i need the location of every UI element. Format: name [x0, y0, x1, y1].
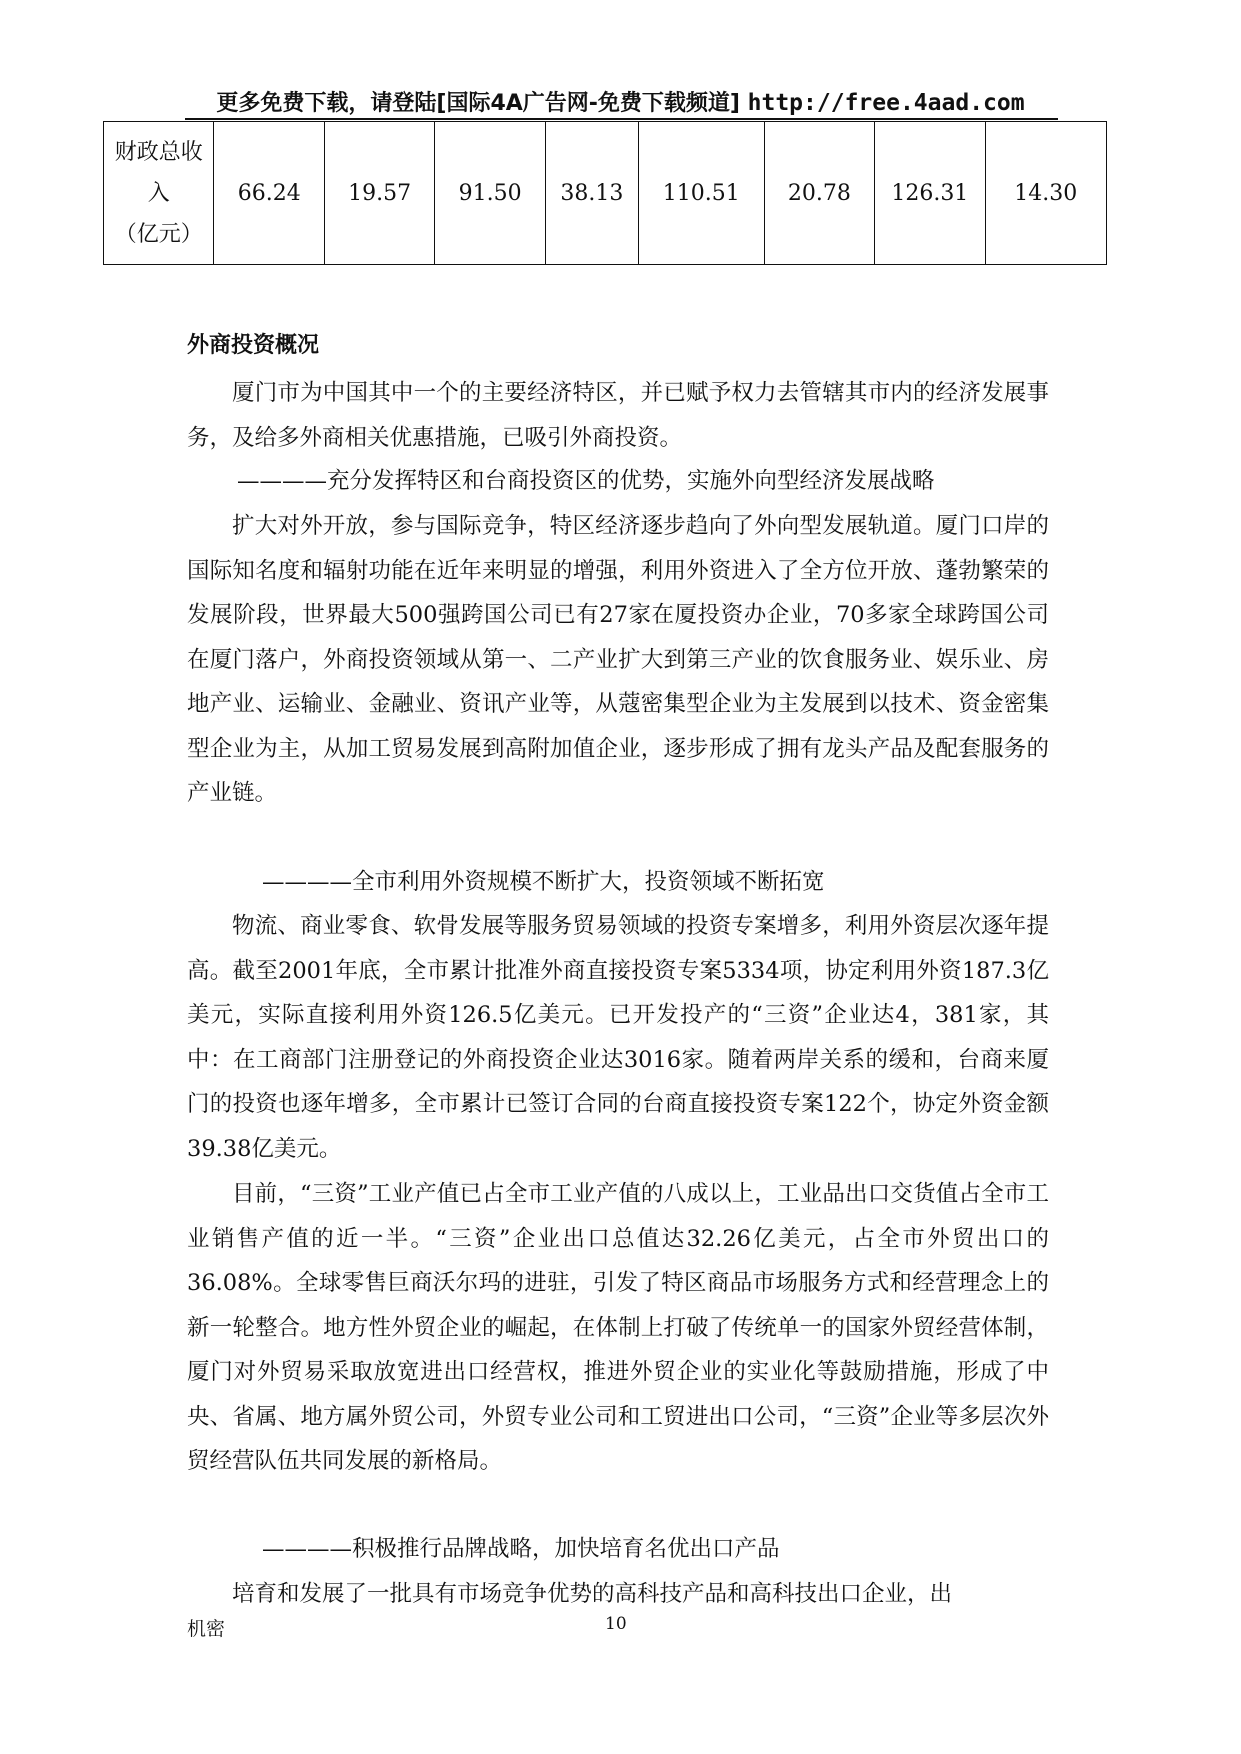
value-cell: 126.31 [875, 122, 985, 265]
header-text: 更多免费下载，请登陆[国际4A广告网-免费下载频道] [216, 91, 740, 116]
row-label-line: 入 [147, 180, 170, 206]
header-divider [185, 118, 1058, 120]
fiscal-revenue-table [103, 121, 1107, 265]
paragraph-4: 培育和发展了一批具有市场竞争优势的高科技产品和高科技出口企业，出 [232, 1581, 953, 1607]
page-number: 10 [605, 1614, 627, 1634]
value-cell: 38.13 [545, 122, 638, 265]
value-cell: 91.50 [435, 122, 545, 265]
footer-confidential: 机密 [187, 1618, 226, 1640]
subheading-3: ————积极推行品牌战略，加快培育名优出口产品 [262, 1536, 780, 1562]
row-label-line: （亿元） [114, 221, 203, 247]
paragraph-2: 物流、商业零食、软骨发展等服务贸易领域的投资专案增多，利用外资层次逐年提高。截至2001年底，全市累计批准外商直接投资专案5334项，协定利用外资187.3亿美元，实际直接利用外资126.5亿美元。已开发投产的“三资”企业达4，381家，其中：在工商部门注册登记的外商投资企业达3016家。随着两岸关系的缓和，台商来厦门的投资也逐年增多，全市累计已签订合同的台商直接投资专案122个，协定外资金额39.38亿美元。 [187, 913, 1049, 1162]
value-cell: 20.78 [764, 122, 874, 265]
subheading-2: ————全市利用外资规模不断扩大，投资领域不断拓宽 [262, 869, 825, 895]
page-header [0, 86, 1241, 117]
intro-paragraph: 厦门市为中国其中一个的主要经济特区，并已赋予权力去管辖其市内的经济发展事务，及给多外商相关优惠措施，已吸引外商投资。 [187, 380, 1049, 451]
value-cell: 66.24 [214, 122, 324, 265]
section-title: 外商投资概况 [187, 333, 320, 358]
table-row [104, 122, 1107, 265]
subheading-1: ————充分发挥特区和台商投资区的优势，实施外向型经济发展战略 [237, 468, 935, 494]
paragraph-1: 扩大对外开放，参与国际竞争，特区经济逐步趋向了外向型发展轨道。厦门口岸的国际知名度和辐射功能在近年来明显的增强，利用外资进入了全方位开放、蓬勃繁荣的发展阶段，世界最大500强跨国公司已有27家在厦投资办企业，70多家全球跨国公司在厦门落户，外商投资领域从第一、二产业扩大到第三产业的饮食服务业、娱乐业、房地产业、运输业、金融业、资讯产业等，从蔻密集型企业为主发展到以技术、资金密集型企业为主，从加工贸易发展到高附加值企业，逐步形成了拥有龙头产品及配套服务的产业链。 [187, 513, 1049, 806]
row-label-cell [104, 122, 214, 265]
row-label-line: 财政总收 [114, 139, 203, 165]
value-cell: 14.30 [985, 122, 1106, 265]
value-cell: 110.51 [638, 122, 764, 265]
header-url[interactable]: http://free.4aad.com [747, 90, 1025, 116]
value-cell: 19.57 [324, 122, 434, 265]
paragraph-3: 目前，“三资”工业产值已占全市工业产值的八成以上，工业品出口交货值占全市工业销售产值的近一半。“三资”企业出口总值达32.26亿美元，占全市外贸出口的36.08%。全球零售巨商沃尔玛的进驻，引发了特区商品市场服务方式和经营理念上的新一轮整合。地方性外贸企业的崛起，在体制上打破了传统单一的国家外贸经营体制，厦门对外贸易采取放宽进出口经营权，推进外贸企业的实业化等鼓励措施，形成了中央、省属、地方属外贸公司，外贸专业公司和工贸进出口公司，“三资”企业等多层次外贸经营队伍共同发展的新格局。 [187, 1181, 1049, 1474]
